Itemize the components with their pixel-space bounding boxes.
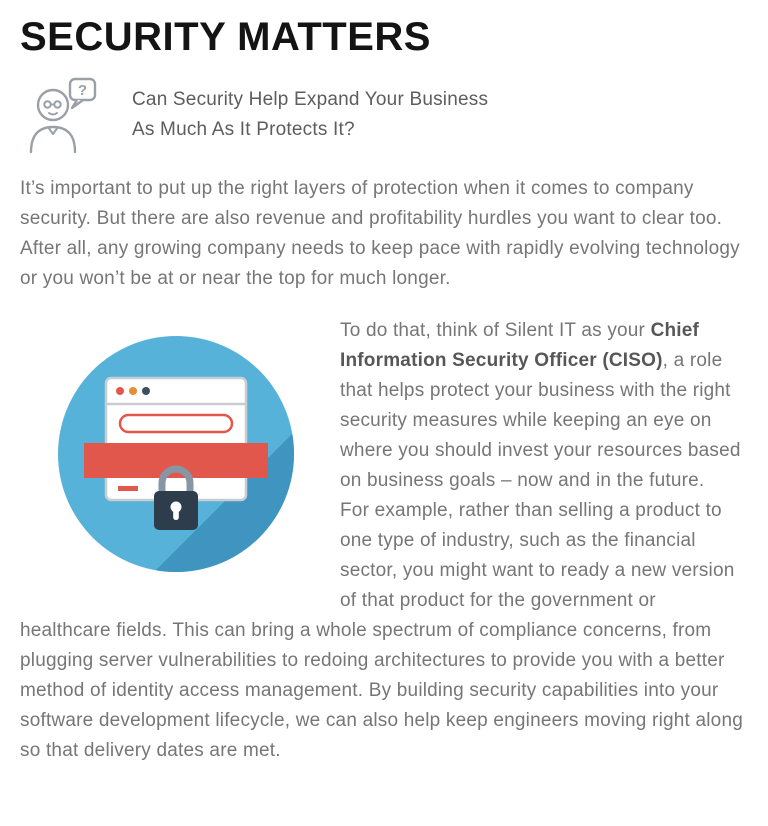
lead-line-1: Can Security Help Expand Your Business (132, 89, 489, 110)
secure-browser-lock-illustration-svg (58, 336, 294, 572)
page-title: SECURITY MATTERS (20, 15, 431, 59)
example-paragraph: For example, rather than selling a product to one type of industry, such as the financial sector, you might want to ready a new version of that product for the government or healthcare fields. This can bring a whole spectrum of compliance concerns, from plugging server vulnerabilities to redoing architectures to provide you with a better method of identity access management. By building security capabilities into your software development lifecycle, we can also help keep engineers moving right along so that delivery dates are met. (20, 500, 743, 761)
ribbon-banner (84, 443, 268, 478)
lead-question-text (132, 85, 488, 145)
ciso-text-before: To do that, think of Silent IT as your (340, 320, 651, 341)
ciso-text-after: , a role that helps protect your business with the right security measures while keeping an eye on where you should invest your resources based on business goals – now and in the future. (340, 350, 741, 491)
ciso-section (20, 316, 746, 766)
svg-text:?: ? (77, 82, 88, 99)
lead-question (26, 74, 746, 156)
person-question-icon (26, 74, 98, 156)
lead-line-2: As Much As It Protects It? (132, 119, 355, 140)
browser-window (106, 378, 246, 500)
intro-paragraph: It’s important to put up the right layers of protection when it comes to company security. But there are also revenue and profitability hurdles you want to clear too. After all, any growing company needs to keep pace with rapidly evolving technology or you won’t be at or near the top for much longer. (20, 178, 740, 289)
security-illustration (20, 316, 340, 606)
ciso-bold-text: Chief Information Security Officer (CISO) (340, 320, 700, 371)
